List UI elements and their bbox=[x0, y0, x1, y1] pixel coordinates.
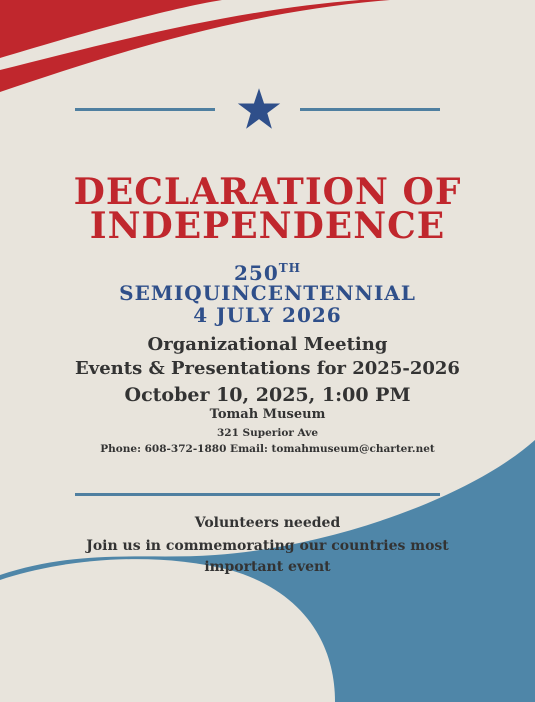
meeting-datetime: October 10, 2025, 1:00 PM bbox=[124, 384, 411, 406]
bottom-rule bbox=[75, 493, 440, 496]
anniversary-number bbox=[0, 257, 535, 284]
meeting-title: Organizational Meeting bbox=[147, 334, 388, 355]
meeting-subtitle: Events & Presentations for 2025-2026 bbox=[75, 358, 460, 379]
anniversary-date: 4 JULY 2026 bbox=[193, 303, 342, 327]
location-name: Tomah Museum bbox=[209, 407, 326, 422]
anniversary-word: SEMIQUINCENTENNIAL bbox=[119, 281, 416, 305]
anniversary-suffix: TH bbox=[278, 261, 302, 275]
title-line-1: DECLARATION OF bbox=[73, 171, 462, 213]
cta-line-2: Join us in commemorating our countries most bbox=[86, 538, 449, 554]
location-contact: Phone: 608-372-1880 Email: tomahmuseum@charter.net bbox=[100, 443, 435, 455]
cta-line-3: important event bbox=[204, 559, 331, 575]
top-rule-right bbox=[300, 108, 440, 111]
anniversary-number-value: 250 bbox=[233, 261, 279, 285]
top-rule-left bbox=[75, 108, 215, 111]
title-line-2: INDEPENDENCE bbox=[89, 205, 446, 247]
location-address: 321 Superior Ave bbox=[216, 427, 319, 439]
star-icon bbox=[236, 86, 282, 132]
cta-line-1: Volunteers needed bbox=[194, 515, 341, 531]
